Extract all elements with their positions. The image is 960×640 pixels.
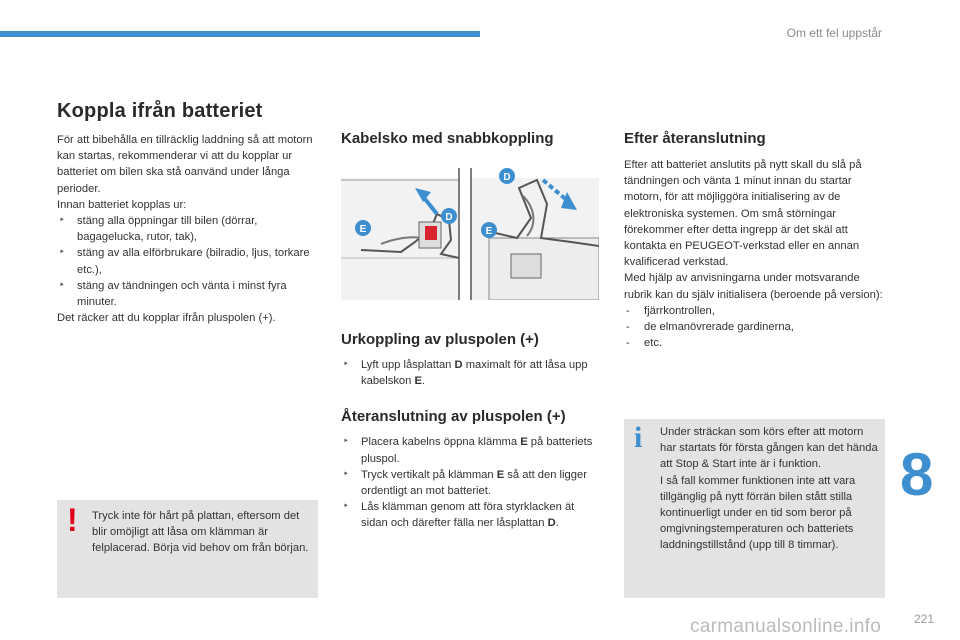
- label-e: E: [485, 226, 493, 237]
- chapter-number: 8: [900, 441, 934, 508]
- prep-list: [57, 213, 315, 310]
- list-item: ‣ Lås klämman genom att föra styrklacken ät sidan och därefter fälla ner låsplattan D.: [341, 499, 603, 531]
- middle-column: [341, 130, 603, 147]
- label-e: E: [359, 224, 367, 235]
- section-title: Om ett fel uppstår: [786, 26, 882, 40]
- page-title: Koppla ifrån batteriet: [57, 100, 263, 122]
- watermark: carmanualsonline.info: [690, 616, 882, 637]
- list-item: - de elmanövrerade gardinerna,: [624, 319, 884, 335]
- intro-text: För att bibehålla en tillräcklig laddning så att motorn kan startas, rekommenderar vi att du kopplar ur batteriet om bilen ska stå oanvänd under långa perioder.: [57, 134, 313, 195]
- section-heading-after-reconnect: Efter återanslutning: [624, 130, 766, 147]
- list-item: ‣ stäng alla öppningar till bilen (dörrar, bagagelucka, rutor, tak),: [57, 213, 315, 245]
- list-item: ‣ Placera kabelns öppna klämma E på batteriets pluspol.: [341, 434, 603, 466]
- init-list: [624, 303, 884, 352]
- info-box: [624, 419, 885, 598]
- label-d: D: [445, 212, 453, 223]
- battery-clamp-illustration: [341, 158, 599, 300]
- outro-text: Det räcker att du kopplar ifrån pluspolen (+).: [57, 312, 276, 325]
- header-accent-bar: [0, 31, 480, 37]
- info-icon: i: [634, 421, 643, 454]
- after-text: Efter att batteriet anslutits på nytt skall du slå på tändningen och vänta 1 minut innan du startar motorn, för att möjliggöra initialisering av de elektroniska systemen. Om små störningar förekommer efter detta ingrepp är det skäl att kontakta en PEUGEOT-verkstad eller en annan kvalificerad verkstad.: [624, 159, 862, 269]
- right-column: [624, 130, 884, 351]
- list-item: ‣ Lyft upp låsplattan D maximalt för att låsa upp kabelskon E.: [341, 357, 603, 389]
- list-item: ‣ stäng av alla elförbrukare (bilradio, ljus, torkare etc.),: [57, 245, 315, 277]
- before-text: Innan batteriet kopplas ur:: [57, 198, 187, 211]
- warning-box: [57, 500, 318, 598]
- list-item: ‣ stäng av tändningen och vänta i minst fyra minuter.: [57, 278, 315, 310]
- list-item: - fjärrkontrollen,: [624, 303, 884, 319]
- section-heading-reconnect: Återanslutning av pluspolen (+): [341, 408, 566, 426]
- warning-text: Tryck inte för hårt på plattan, eftersom det blir omöjligt att låsa om klämman är felplacerad. Börja vid behov om från början.: [92, 510, 309, 555]
- info-text: Under sträckan som körs efter att motorn har startats för första gången kan det hända att Stop & Start inte är i funktion. I så fall kommer funktionen inte att vara tillgänglig på nytt förrän bilen stått stilla kontinuerligt under en tid som beror på omgivningstemperaturen och batteriets laddningstillstånd (upp till 8 timmar).: [660, 426, 878, 552]
- warning-icon: !: [67, 502, 78, 538]
- list-item: ‣ Tryck vertikalt på klämman E så att den ligger ordentligt an mot batteriet.: [341, 467, 603, 499]
- disconnect-steps: [341, 357, 603, 389]
- list-item: - etc.: [624, 335, 884, 351]
- middle-column-lower: [341, 331, 603, 532]
- section-heading-quick-connector: Kabelsko med snabbkoppling: [341, 130, 554, 147]
- section-heading-disconnect: Urkoppling av pluspolen (+): [341, 331, 539, 348]
- left-column: [57, 100, 315, 326]
- reconnect-steps: [341, 434, 603, 531]
- page-number: 221: [914, 612, 935, 626]
- label-d: D: [503, 172, 511, 183]
- after-text-2: Med hjälp av anvisningarna under motsvarande rubrik kan du själv initialisera (beroende på version):: [624, 272, 883, 301]
